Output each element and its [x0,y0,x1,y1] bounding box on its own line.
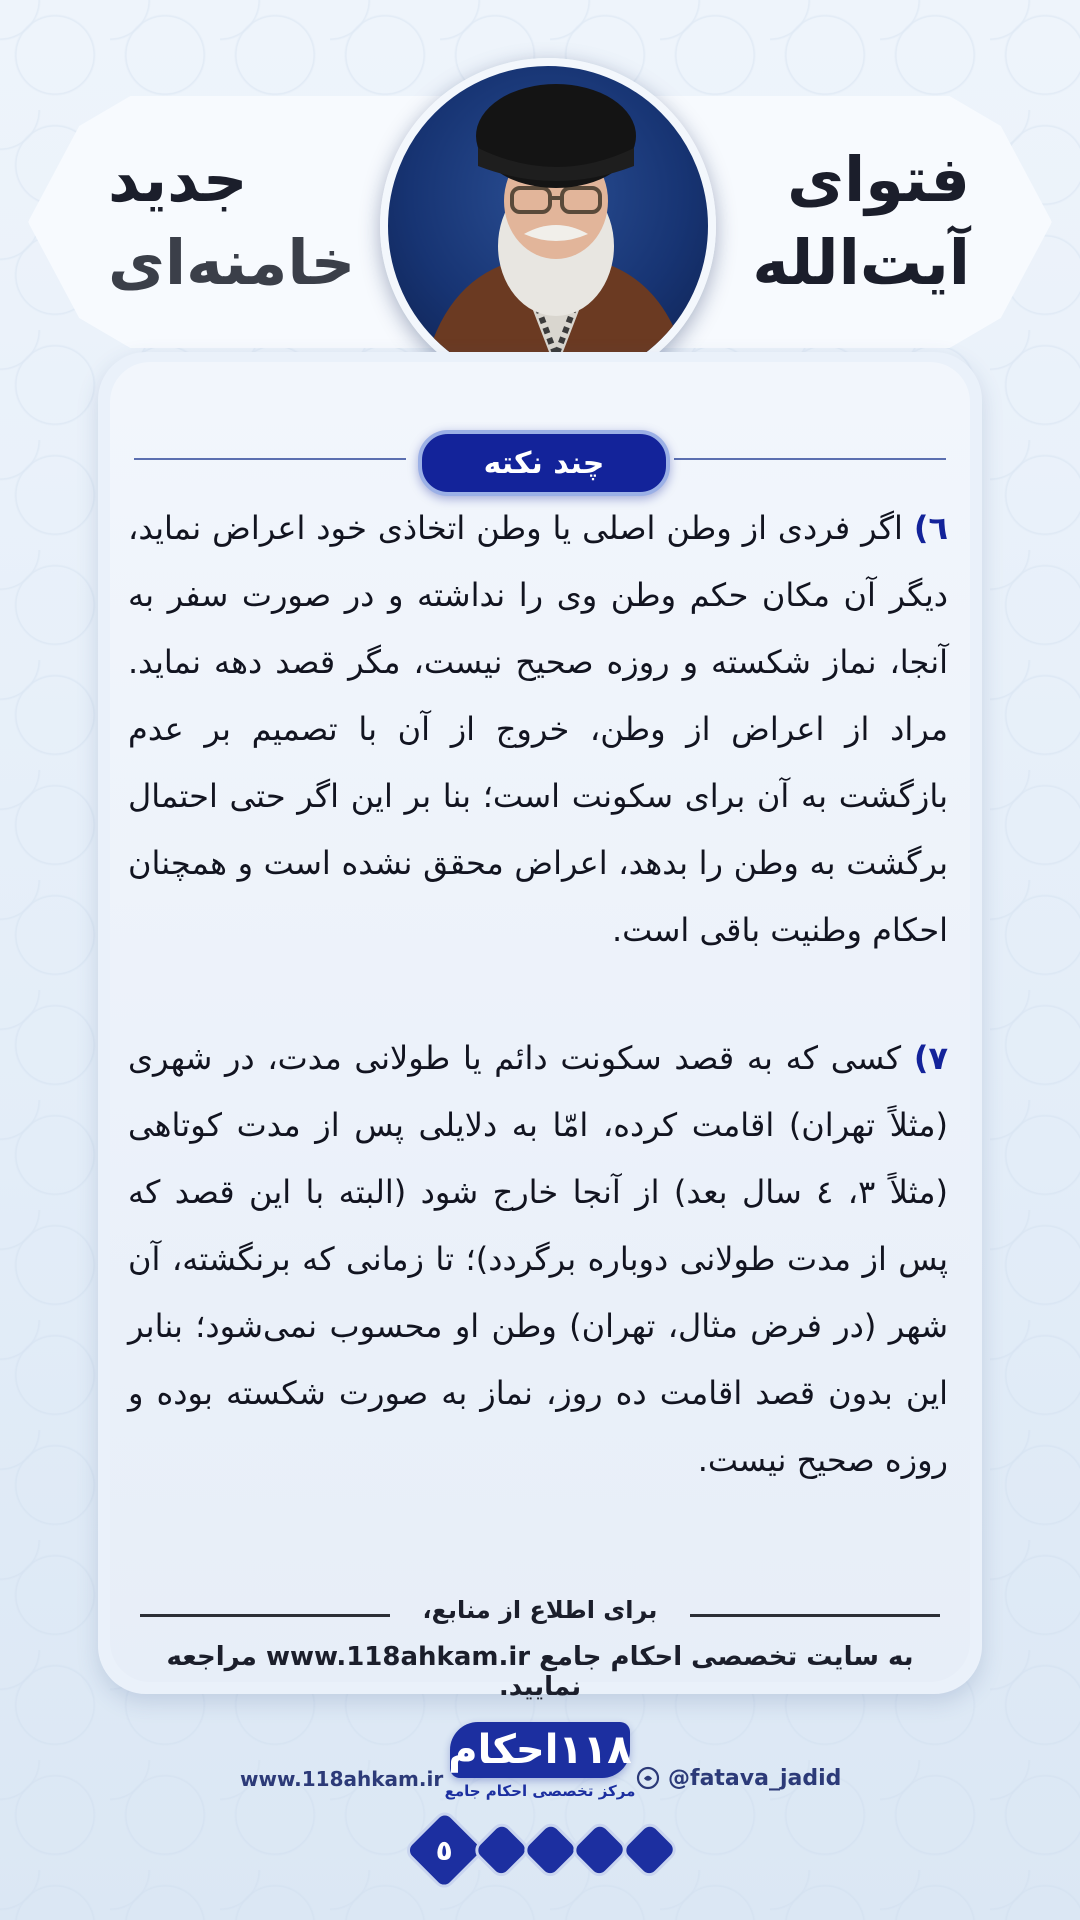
handle-text: @fatava_jadid [668,1765,842,1791]
footer-website[interactable] [240,1764,450,1794]
point-7-text: کسی که به قصد سکونت دائم یا طولانی مدت، در شهری (مثلاً تهران) اقامت کرده، امّا به دلایلی پس از مدت کوتاهی (مثلاً ۳، ٤ سال بعد) از آنجا خارج شود (البته با این قصد که پس از مدت طولانی دوباره برگردد)؛ تا زمانی که برنگشته، آن شهر (در فرض مثال، تهران) وطن او محسوب نمی‌شود؛ بنابر این بدون قصد اقامت ده روز، نماز به صورت شکسته بوده و روزه صحیح نیست. [128,1039,949,1479]
page-dot[interactable] [524,1823,577,1876]
title-ayatollah: آیت‌الله [752,226,970,299]
section-divider-left [134,458,406,460]
source-text[interactable]: به سایت تخصصی احکام جامع www.118ahkam.ir مراجعه نمایید. [166,1642,914,1702]
page-dot[interactable] [475,1823,528,1876]
point-6-text: اگر فردی از وطن اصلی یا وطن اتخاذی خود اعراض نماید، دیگر آن مکان حکم وطن وی را نداشته و در صورت سفر به آنجا، نماز شکسته و روزه صحیح نیست، مگر قصد دهه نماید. مراد از اعراض از وطن، خروج از آن با تصمیم بر عدم بازگشت به آن برای سکونت است؛ بنا بر این اگر حتی احتمال برگشت به وطن را بدهد، اعراض محقق نشده است و همچنان احکام وطنیت باقی است. [128,509,948,949]
section-divider-right [674,458,946,460]
title-left [108,140,378,306]
section-badge: چند نکته [418,430,670,496]
point-6 [128,495,948,964]
portrait-figure [404,66,708,370]
page-indicator [418,1822,668,1878]
page-dot-current[interactable] [407,1812,483,1888]
point-7-number: ٧) [913,1039,948,1077]
point-6-number: ٦) [913,509,948,547]
footer-social-handle[interactable] [636,1762,846,1794]
title-fatwa: فتوای [787,143,970,216]
brand-logo-subtitle: مرکز تخصصی احکام جامع [444,1782,636,1800]
page-dot[interactable] [574,1823,627,1876]
page-number: ٥ [435,1833,454,1867]
point-7 [128,1025,948,1494]
source-label: برای اطلاع از منابع، [422,1596,658,1624]
title-khamenei: خامنه‌ای [108,226,356,299]
portrait-photo [380,58,716,394]
source-divider-left [140,1614,390,1617]
website-text: www.118ahkam.ir [240,1767,444,1791]
title-new: جدید [108,143,248,216]
brand-logo[interactable]: ۱۱۸احکام [450,1722,630,1778]
page-dot[interactable] [623,1823,676,1876]
source-divider-right [690,1614,940,1617]
messenger-icon [636,1766,660,1790]
